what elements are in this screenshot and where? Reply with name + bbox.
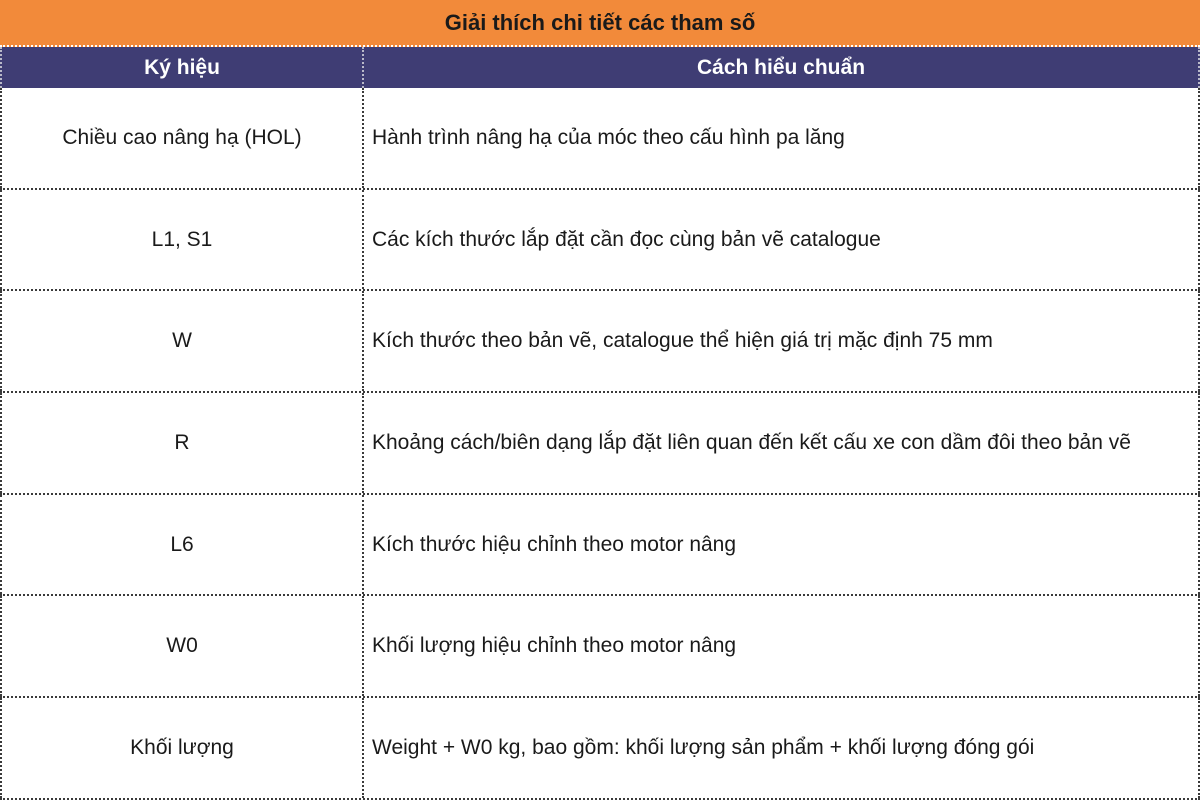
cell-symbol: L6 [0, 495, 364, 595]
cell-symbol: Chiều cao nâng hạ (HOL) [0, 88, 364, 188]
table-row [0, 698, 1200, 800]
cell-symbol: W [0, 291, 364, 391]
table-row [0, 393, 1200, 495]
cell-meaning: Khối lượng hiệu chỉnh theo motor nâng [364, 596, 1200, 696]
cell-symbol: R [0, 393, 364, 493]
table-row [0, 495, 1200, 597]
table-title: Giải thích chi tiết các tham số [0, 0, 1200, 47]
table-row [0, 190, 1200, 292]
cell-meaning: Khoảng cách/biên dạng lắp đặt liên quan đến kết cấu xe con dầm đôi theo bản vẽ [364, 393, 1200, 493]
column-header-meaning: Cách hiểu chuẩn [364, 47, 1200, 88]
cell-symbol: W0 [0, 596, 364, 696]
table-row [0, 291, 1200, 393]
table-body [0, 88, 1200, 800]
table-row [0, 596, 1200, 698]
cell-meaning: Weight + W0 kg, bao gồm: khối lượng sản phẩm + khối lượng đóng gói [364, 698, 1200, 798]
cell-symbol: Khối lượng [0, 698, 364, 798]
cell-meaning: Kích thước hiệu chỉnh theo motor nâng [364, 495, 1200, 595]
cell-symbol: L1, S1 [0, 190, 364, 290]
column-header-symbol: Ký hiệu [0, 47, 364, 88]
table-header-row [0, 47, 1200, 88]
cell-meaning: Kích thước theo bản vẽ, catalogue thể hiện giá trị mặc định 75 mm [364, 291, 1200, 391]
cell-meaning: Các kích thước lắp đặt cần đọc cùng bản vẽ catalogue [364, 190, 1200, 290]
table-row [0, 88, 1200, 190]
cell-meaning: Hành trình nâng hạ của móc theo cấu hình pa lăng [364, 88, 1200, 188]
